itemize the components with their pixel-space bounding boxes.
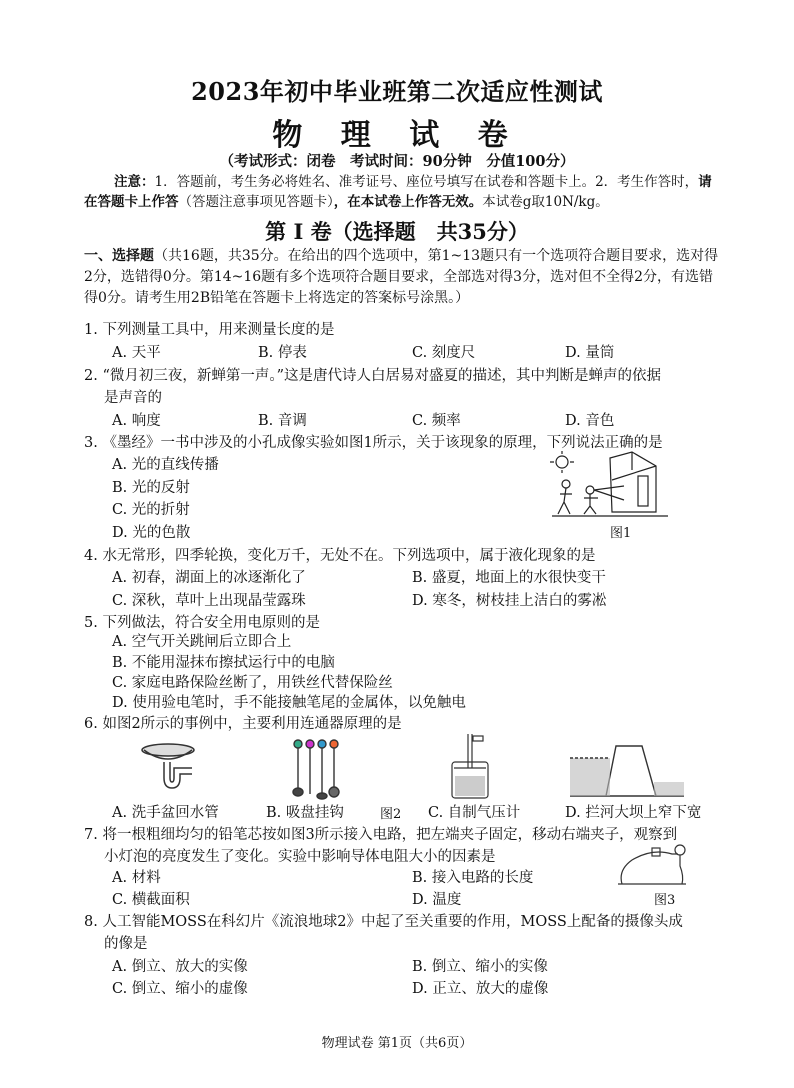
option: C. 频率 (412, 413, 461, 429)
suction-hooks-illustration (290, 738, 346, 800)
section-intro: 一、选择题（共16题，共35分。在给出的四个选项中，第1~13题只有一个选项符合题目要求，选对得2分，选错得0分。第14~16题有多个选项符合题目要求，全部选对得3分，选对但不全得2分，有选错得0分。请考生用2B铅笔在答题卡上将选定的答案标号涂黑。） (84, 248, 719, 306)
option: D. 光的色散 (112, 525, 191, 541)
pinhole-camera-illustration (548, 450, 680, 522)
figure-caption: 图1 (610, 526, 632, 541)
notice: 注意：1．答题前，考生务必将姓名、准考证号、座位号填写在试卷和答题卡上。2．考生作答时，请在答题卡上作答（答题注意事项见答题卡），在本试卷上作答无效。本试卷g取10N/kg。 (84, 174, 712, 210)
option: B. 音调 (258, 413, 307, 429)
section-title: 第 I 卷（选择题 共35分） (265, 219, 529, 244)
exam-title: 2023年初中毕业班第二次适应性测试 (191, 77, 603, 106)
option: B. 接入电路的长度 (412, 870, 534, 886)
question-stem-cont: 小灯泡的亮度发生了变化。实验中影响导体电阻大小的因素是 (104, 849, 496, 865)
option: A. 洗手盆回水管 (112, 805, 219, 821)
option: C. 刻度尺 (412, 345, 476, 361)
option: D. 正立、放大的虚像 (412, 981, 549, 997)
homemade-barometer-illustration (448, 732, 492, 802)
question-stem: 2. “微月初三夜，新蝉第一声。”这是唐代诗人白居易对盛夏的描述，其中判断是蝉声的依据 (84, 368, 662, 384)
option: D. 音色 (565, 413, 615, 429)
option: B. 不能用湿抹布擦拭运行中的电脑 (112, 655, 335, 671)
question-stem: 8. 人工智能MOSS在科幻片《流浪地球2》中起了至关重要的作用，MOSS上配备的摄像头成 (84, 914, 683, 930)
question-stem: 4. 水无常形，四季轮换，变化万千，无处不在。下列选项中，属于液化现象的是 (84, 548, 596, 564)
option: C. 倒立、缩小的虚像 (112, 981, 248, 997)
figure-caption: 图3 (654, 893, 676, 908)
option: D. 量筒 (565, 345, 615, 361)
option: C. 光的折射 (112, 502, 190, 518)
exam-info: （考试形式：闭卷 考试时间：90分钟 分值100分） (219, 153, 575, 170)
subject-title: 物 理 试 卷 (272, 118, 522, 153)
question-stem-cont: 是声音的 (104, 390, 162, 406)
question-stem: 3. 《墨经》一书中涉及的小孔成像实验如图1所示，关于该现象的原理，下列说法正确的是 (84, 435, 663, 451)
sink-drain-pipe-illustration (140, 742, 200, 800)
option: B. 停表 (258, 345, 307, 361)
option: B. 光的反射 (112, 480, 190, 496)
option: C. 家庭电路保险丝断了，用铁丝代替保险丝 (112, 675, 393, 691)
option: C. 深秋，草叶上出现晶莹露珠 (112, 593, 306, 609)
dam-illustration (568, 742, 686, 798)
option: A. 天平 (112, 345, 161, 361)
option: D. 拦河大坝上窄下宽 (565, 805, 702, 821)
option: D. 温度 (412, 892, 462, 908)
question-stem: 6. 如图2所示的事例中，主要利用连通器原理的是 (84, 716, 402, 732)
page-footer: 物理试卷 第1页（共6页） (321, 1036, 473, 1051)
option: A. 倒立、放大的实像 (112, 959, 248, 975)
option: D. 寒冬，树枝挂上洁白的雾凇 (412, 593, 607, 609)
option: C. 横截面积 (112, 892, 190, 908)
question-stem: 1. 下列测量工具中，用来测量长度的是 (84, 322, 335, 338)
circuit-illustration (612, 840, 692, 890)
option: A. 初春，湖面上的冰逐渐化了 (112, 570, 306, 586)
option: A. 材料 (112, 870, 161, 886)
option: B. 吸盘挂钩 (266, 805, 344, 821)
question-stem: 5. 下列做法，符合安全用电原则的是 (84, 615, 320, 631)
option: B. 盛夏，地面上的水很快变干 (412, 570, 606, 586)
option: C. 自制气压计 (428, 805, 521, 821)
option: A. 空气开关跳闸后立即合上 (112, 634, 292, 650)
option: B. 倒立、缩小的实像 (412, 959, 548, 975)
figure-caption: 图2 (380, 807, 402, 822)
question-stem-cont: 的像是 (104, 936, 148, 952)
option: A. 响度 (112, 413, 161, 429)
question-stem: 7. 将一根粗细均匀的铅笔芯按如图3所示接入电路，把左端夹子固定，移动右端夹子，观察到 (84, 827, 678, 843)
option: D. 使用验电笔时，手不能接触笔尾的金属体，以免触电 (112, 695, 466, 711)
option: A. 光的直线传播 (112, 457, 219, 473)
